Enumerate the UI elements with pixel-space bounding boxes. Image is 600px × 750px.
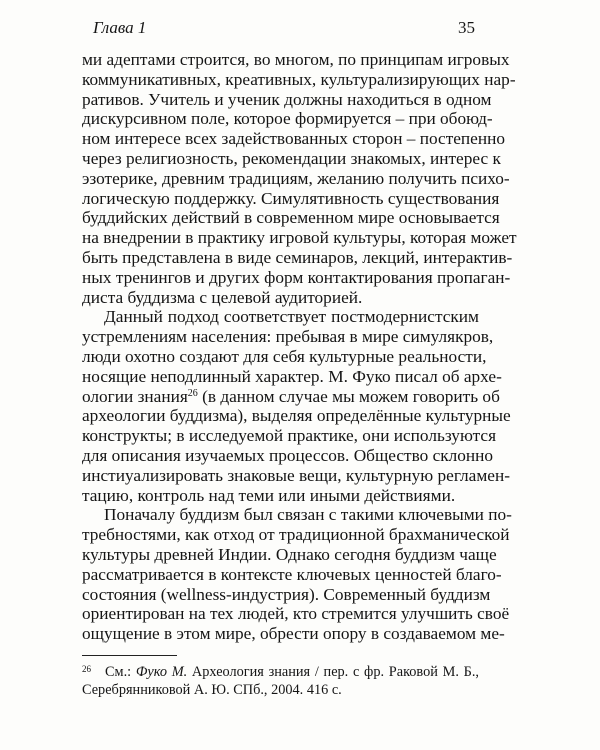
- footnote-line: Серебрянниковой А. Ю. СПб., 2004. 416 с.: [82, 682, 342, 698]
- text-line: коммуникативных, креативных, культурализирующих нар-: [82, 69, 516, 89]
- footnote-divider: [82, 655, 177, 656]
- page-number: 35: [458, 18, 475, 37]
- text-line: ми адептами строится, во многом, по принципам игровых: [82, 50, 510, 69]
- text-line: дискурсивном поле, которое формируется – при обоюд-: [82, 109, 493, 129]
- text-line: состояния (wellness-индустрия). Современный буддизм: [82, 584, 491, 604]
- text-line: инстиуализировать знаковые вещи, культурную регламен-: [82, 465, 510, 485]
- body-text: [82, 50, 517, 644]
- footnote-number: 26: [82, 664, 91, 674]
- text-line: ных тренингов и других форм контактирования пропаган-: [82, 267, 511, 287]
- text-line: эзотерике, древним традициям, желанию получить психо-: [82, 168, 510, 188]
- text-line: культуры древней Индии. Однако сегодня буддизм чаще: [82, 544, 497, 564]
- text-line: буддийских действий в современном мире основывается: [82, 208, 500, 228]
- text-segment: ологии знания: [82, 386, 188, 406]
- text-line: конструкты; в исследуемой практике, они используются: [82, 426, 497, 446]
- text-line: быть представлена в виде семинаров, лекций, интерактив-: [82, 247, 513, 267]
- text-line: люди охотно создают для себя культурные реальности,: [82, 346, 487, 366]
- text-line: требностями, как отход от традиционной брахманической: [82, 525, 510, 545]
- text-line: на внедрении в практику игровой культуры, которая может: [82, 228, 517, 248]
- text-segment: (в данном случае мы можем говорить об: [197, 386, 500, 406]
- text-line: диста буддизма с целевой аудиторией.: [82, 287, 363, 307]
- text-line: носящие неподлинный характер. М. Фуко писал об архе-: [82, 366, 502, 386]
- text-line: логическую поддержку. Симулятивность существования: [82, 188, 500, 208]
- text-line: устремлениям населения: пребывая в мире симулякров,: [82, 327, 494, 347]
- text-line: ориентирован на тех людей, кто стремится улучшить своё: [82, 604, 510, 624]
- text-line: ощущение в этом мире, обрести опору в создаваемом ме-: [82, 624, 505, 644]
- text-line: рассматривается в контексте ключевых ценностей благо-: [82, 564, 502, 584]
- text-line: ративов. Учитель и ученик должны находиться в одном: [82, 89, 492, 109]
- footnote-prefix: См.:: [105, 664, 136, 680]
- text-line: ном интересе всех задействованных сторон – постепенно: [82, 129, 505, 149]
- text-line: Данный подход соответствует постмодернистским: [104, 307, 479, 327]
- footnote: [82, 660, 479, 699]
- running-header-chapter: Глава 1: [93, 18, 147, 37]
- footnote-title: Археология знания / пер. с фр. Раковой М. Б.,: [187, 664, 479, 680]
- footnote-line: [82, 660, 479, 681]
- text-line: Поначалу буддизм был связан с такими ключевыми по-: [104, 505, 512, 525]
- text-line: для описания изучаемых процессов. Общество склонно: [82, 445, 494, 465]
- text-line: [82, 386, 500, 407]
- footnote-author: Фуко М.: [135, 664, 188, 680]
- text-line: тацию, контроль над теми или иными действиями.: [82, 485, 456, 505]
- footnote-reference[interactable]: 26: [187, 387, 198, 399]
- text-line: через религиозность, рекомендации знакомых, интерес к: [82, 148, 501, 168]
- text-line: археологии буддизма), выделяя определённые культурные: [82, 406, 511, 426]
